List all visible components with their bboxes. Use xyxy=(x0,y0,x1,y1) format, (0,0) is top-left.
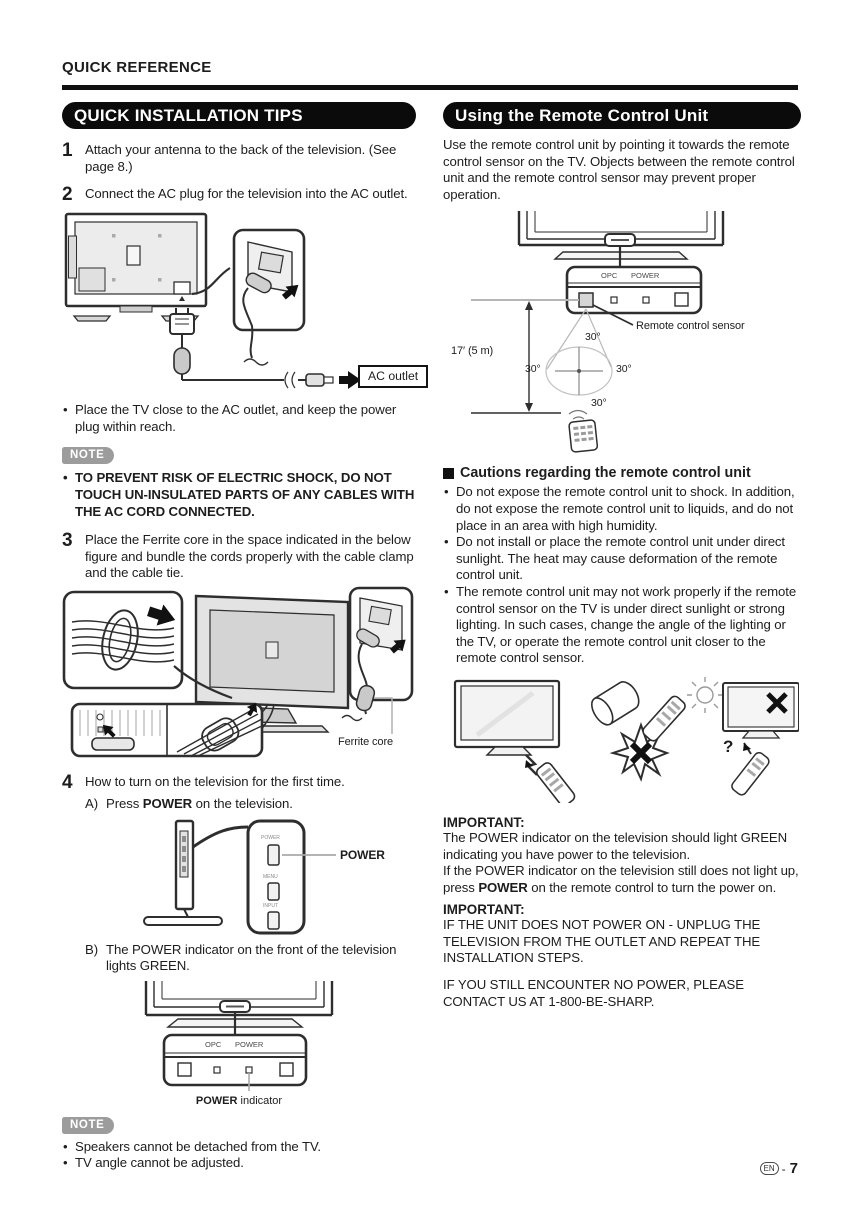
step-3-number: 3 xyxy=(62,530,73,552)
power-button-tiny-label: POWER xyxy=(261,834,280,841)
step-3 xyxy=(62,532,416,582)
note-item-speakers-text: Speakers cannot be detached from the TV. xyxy=(75,1138,321,1154)
caution-item-1-text: Do not expose the remote control unit to shock. In addition, do not expose the remote control unit to liquids, and do not place in an area with high humidity. xyxy=(456,484,795,533)
opc-label: OPC xyxy=(601,271,618,281)
caution-item-3-text: The remote control unit may not work properly if the remote control sensor on the TV is under direct sunlight or strong lighting. In such cases, change the angle of the lighting or the TV, or operate the remote control unit closer to the remote control sensor. xyxy=(456,583,797,666)
figure-power-indicator xyxy=(134,981,416,1111)
language-badge: EN xyxy=(760,1162,779,1175)
angle-left-label: 30° xyxy=(525,363,541,376)
step-4a-text: Press POWER on the television. xyxy=(106,795,293,811)
ferrite-core-illustration xyxy=(62,586,416,758)
caution-item-3 xyxy=(443,584,801,667)
figure-ac-plug-connection xyxy=(62,208,419,396)
square-bullet-icon xyxy=(443,468,454,479)
note-item-speakers xyxy=(62,1139,416,1156)
left-column xyxy=(62,102,419,1172)
step-4a xyxy=(62,796,416,813)
bullet-place-tv-text: Place the TV close to the AC outlet, and keep the power plug within reach. xyxy=(75,402,397,434)
header-rule xyxy=(62,85,798,90)
important-2-para-2: IF YOU STILL ENCOUNTER NO POWER, PLEASE CONTACT US AT 1-800-BE-SHARP. xyxy=(443,977,744,1009)
ferrite-core-label: Ferrite core xyxy=(338,735,394,748)
angle-bottom-label: 30° xyxy=(591,397,607,410)
caution-item-2 xyxy=(443,534,801,584)
step-4-number: 4 xyxy=(62,771,73,793)
cautions-heading xyxy=(443,465,801,481)
important-2-para-1: IF THE UNIT DOES NOT POWER ON - UNPLUG THE TELEVISION FROM THE OUTLET AND REPEAT THE INSTALLATION STEPS. xyxy=(443,917,761,966)
input-button-tiny-label: INPUT xyxy=(263,902,278,909)
angle-top-label: 30° xyxy=(585,331,601,344)
caution-illustrations xyxy=(443,675,799,803)
page-title: QUICK REFERENCE xyxy=(62,59,212,76)
page-footer xyxy=(0,1160,798,1178)
step-3-text: Place the Ferrite core in the space indicated in the below figure and bundle the cords properly with the cable clamp and the cable tie. xyxy=(85,532,414,581)
step-4b-prefix: B) xyxy=(85,941,98,957)
figure-power-button xyxy=(92,819,416,937)
step-4a-prefix: A) xyxy=(85,795,98,811)
section-banner-quick-installation-tips: QUICK INSTALLATION TIPS xyxy=(62,102,416,129)
distance-label: 17′ (5 m) xyxy=(451,345,494,358)
step-4 xyxy=(62,771,416,793)
page-number: 7 xyxy=(789,1160,798,1177)
angle-right-label: 30° xyxy=(616,363,632,376)
question-mark-label: ? xyxy=(723,736,734,756)
remote-sensor-illustration xyxy=(443,211,799,453)
important-1-line-1: The POWER indicator on the television should light GREEN indicating you have power to the television. xyxy=(443,829,788,862)
footer-separator: - xyxy=(781,1162,786,1176)
step-4b-text: The POWER indicator on the front of the television lights GREEN. xyxy=(106,941,397,974)
menu-button-tiny-label: MENU xyxy=(263,873,278,880)
important-heading-1: IMPORTANT: xyxy=(443,814,525,830)
opc-label: OPC xyxy=(205,1039,222,1049)
note-badge-row-1 xyxy=(62,445,416,464)
remote-sensor-callout-label: Remote control sensor xyxy=(636,320,745,333)
power-label: POWER xyxy=(631,271,660,281)
step-4b xyxy=(62,942,416,975)
note-badge-2: NOTE xyxy=(62,1117,114,1134)
figure-ferrite-core xyxy=(62,586,416,762)
important-heading-2: IMPORTANT: xyxy=(443,902,525,918)
power-label: POWER xyxy=(235,1039,264,1049)
note-item-tv-angle-text: TV angle cannot be adjusted. xyxy=(75,1155,244,1171)
figure-remote-sensor-range xyxy=(443,211,801,455)
step-1-text: Attach your antenna to the back of the television. (See page 8.) xyxy=(85,142,397,174)
step-2-number: 2 xyxy=(62,184,73,206)
power-indicator-caption: POWER indicator xyxy=(195,1094,283,1107)
bullet-place-tv xyxy=(62,402,416,435)
note-badge: NOTE xyxy=(62,447,114,464)
cautions-heading-text: Cautions regarding the remote control unit xyxy=(460,465,751,482)
caution-item-1 xyxy=(443,484,801,534)
right-column xyxy=(443,102,801,1010)
step-1 xyxy=(62,142,416,175)
step-2 xyxy=(62,186,416,204)
remote-intro-paragraph: Use the remote control unit by pointing it towards the remote control sensor on the TV. Objects between the remote control unit and the remote control sensor may prevent proper operation. xyxy=(443,137,795,202)
step-2-text: Connect the AC plug for the television into the AC outlet. xyxy=(85,186,408,202)
ac-outlet-label: AC outlet xyxy=(358,365,428,388)
step-4-text: How to turn on the television for the first time. xyxy=(85,773,345,789)
figure-caution-illustrations xyxy=(443,675,801,807)
section-banner-remote-control: Using the Remote Control Unit xyxy=(443,102,801,129)
power-callout-label: POWER xyxy=(340,847,385,862)
caution-item-2-text: Do not install or place the remote control unit under direct sunlight. The heat may cause deformation of the remote control unit. xyxy=(456,534,785,583)
power-indicator-illustration xyxy=(134,981,344,1093)
warning-text: TO PREVENT RISK OF ELECTRIC SHOCK, DO NOT TOUCH UN-INSULATED PARTS OF ANY CABLES WITH THE AC CORD CONNECTED. xyxy=(75,470,415,519)
important-1-line-2: If the POWER indicator on the television still does not light up, press POWER on the remote control to turn the power on. xyxy=(443,863,799,895)
power-button-illustration xyxy=(92,819,392,937)
step-1-number: 1 xyxy=(62,140,73,161)
bullet-electric-shock-warning xyxy=(62,470,416,520)
note-badge-row-2 xyxy=(62,1115,416,1134)
